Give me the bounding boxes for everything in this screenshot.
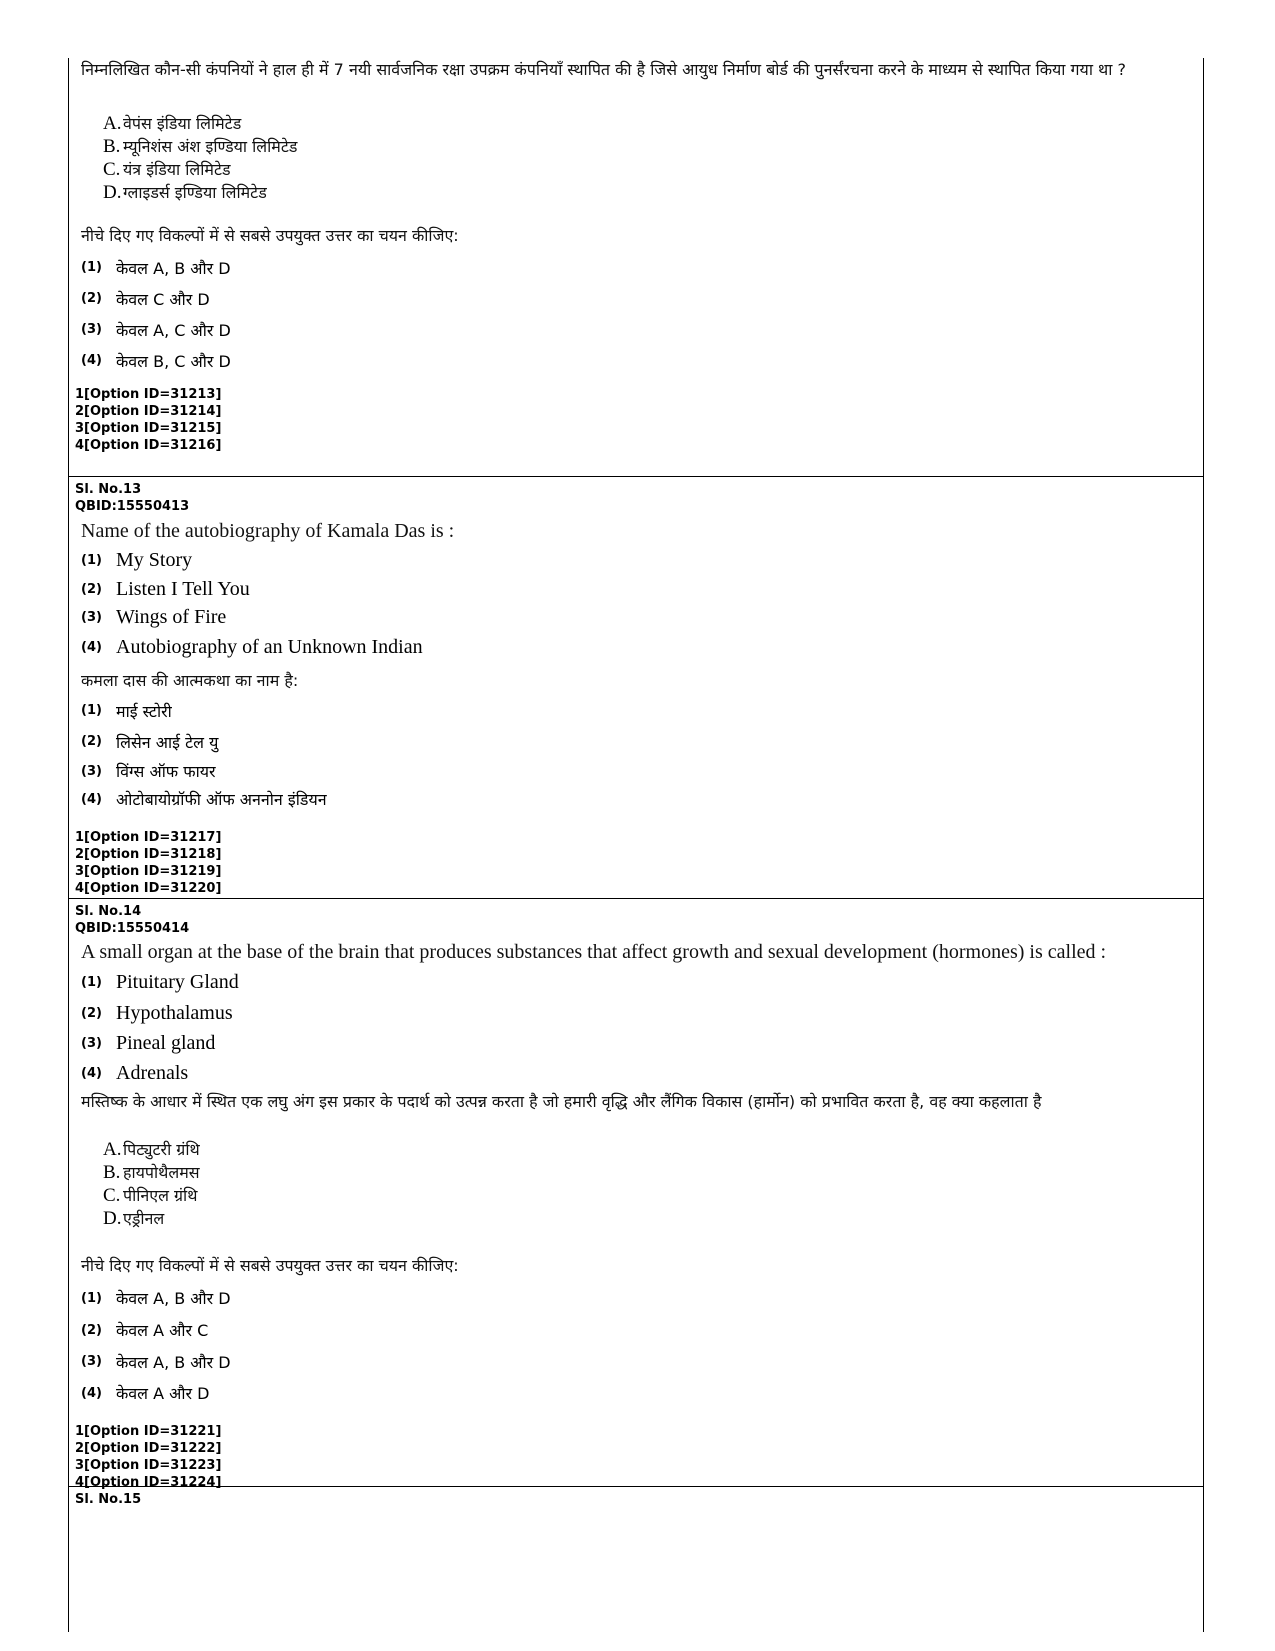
option-id: 4[Option ID=31220] (75, 881, 222, 896)
qbid: QBID:15550414 (75, 921, 190, 936)
option-id-list (75, 1423, 1195, 1491)
question-text-hindi: कमला दास की आत्मकथा का नाम है: (81, 671, 299, 690)
statement-c: C. यंत्र इंडिया लिमिटेड (103, 158, 231, 180)
option-3: (3) केवल A, C और D (81, 320, 231, 340)
option-id: 4[Option ID=31224] (75, 1475, 222, 1490)
statement-a: A. वेपंस इंडिया लिमिटेड (103, 112, 242, 134)
question-paper-page (68, 58, 1204, 1632)
option-id: 3[Option ID=31223] (75, 1458, 222, 1473)
option-2-hindi: (2) लिसेन आई टेल यु (81, 732, 219, 752)
option-id: 3[Option ID=31215] (75, 421, 222, 436)
option-1-english: (1) My Story (81, 548, 193, 571)
question-12-continuation (69, 58, 1203, 476)
statement-b: B. म्यूनिशंस अंश इण्डिया लिमिटेड (103, 135, 298, 157)
instruction-text: नीचे दिए गए विकल्पों में से सबसे उपयुक्त उत्तर का चयन कीजिए: (81, 226, 459, 245)
option-3-english: (3) Wings of Fire (81, 605, 227, 628)
statement-d: D. ग्लाइडर्स इण्डिया लिमिटेड (103, 181, 267, 203)
question-text-english: Name of the autobiography of Kamala Das is : (81, 520, 455, 542)
question-text-hindi: निम्नलिखित कौन-सी कंपनियों ने हाल ही में 7 नयी सार्वजनिक रक्षा उपक्रम कंपनियाँ स्थापित की है जिसे आयुध निर्माण बोर्ड की पुनर्संरचना करने के माध्यम से स्थापित किया गया था ? (81, 60, 1126, 79)
option-id-list (75, 829, 1195, 897)
option-id: 1[Option ID=31221] (75, 1424, 222, 1439)
question-15 (69, 1486, 1203, 1508)
option-4-hindi: (4) ओटोबायोग्रॉफी ऑफ अननोन इंडियन (81, 790, 327, 809)
option-id: 2[Option ID=31222] (75, 1441, 222, 1456)
question-text-hindi: मस्तिष्क के आधार में स्थित एक लघु अंग इस प्रकार के पदार्थ को उत्पन्न करता है जो हमारी वृद्धि और लैंगिक विकास (हार्मोन) को प्रभावित करता है, वह क्या कहलाता है (81, 1092, 1042, 1111)
serial-number: Sl. No.13 (75, 482, 142, 497)
qbid: QBID:15550413 (75, 499, 190, 514)
option-id: 2[Option ID=31214] (75, 404, 222, 419)
option-4-english: (4) Adrenals (81, 1061, 189, 1084)
instruction-text: नीचे दिए गए विकल्पों में से सबसे उपयुक्त उत्तर का चयन कीजिए: (81, 1256, 459, 1275)
option-2: (2) केवल A और C (81, 1321, 209, 1340)
statement-list (103, 112, 1195, 204)
option-id: 3[Option ID=31219] (75, 864, 222, 879)
option-1: (1) केवल A, B और D (81, 258, 231, 278)
question-text-english: A small organ at the base of the brain that produces substances that affect growth and sexual development (hormones) is called : (81, 941, 1107, 963)
statement-b: B. हायपोथैलमस (103, 1161, 200, 1183)
statement-c: C. पीनिएल ग्रंथि (103, 1184, 198, 1206)
option-id: 4[Option ID=31216] (75, 438, 222, 453)
statement-list (103, 1138, 1195, 1230)
option-4-english: (4) Autobiography of an Unknown Indian (81, 635, 423, 658)
option-3-english: (3) Pineal gland (81, 1031, 216, 1054)
statement-a: A. पिट्युटरी ग्रंथि (103, 1138, 200, 1160)
question-13 (69, 476, 1203, 898)
option-4: (4) केवल A और D (81, 1384, 210, 1403)
option-id: 1[Option ID=31213] (75, 387, 222, 402)
option-2-english: (2) Listen I Tell You (81, 577, 250, 600)
option-id: 2[Option ID=31218] (75, 847, 222, 862)
option-4: (4) केवल B, C और D (81, 351, 231, 371)
statement-d: D. एड्रीनल (103, 1207, 165, 1229)
option-3: (3) केवल A, B और D (81, 1352, 231, 1372)
serial-number: Sl. No.15 (75, 1492, 142, 1507)
question-14 (69, 898, 1203, 1490)
option-2-english: (2) Hypothalamus (81, 1001, 233, 1024)
option-1-english: (1) Pituitary Gland (81, 971, 239, 993)
serial-number: Sl. No.14 (75, 904, 142, 919)
option-1: (1) केवल A, B और D (81, 1289, 231, 1308)
option-id: 1[Option ID=31217] (75, 830, 222, 845)
option-3-hindi: (3) विंग्स ऑफ फायर (81, 762, 216, 781)
option-2: (2) केवल C और D (81, 289, 210, 309)
option-1-hindi: (1) माई स्टोरी (81, 701, 172, 721)
option-id-list (75, 386, 1195, 454)
